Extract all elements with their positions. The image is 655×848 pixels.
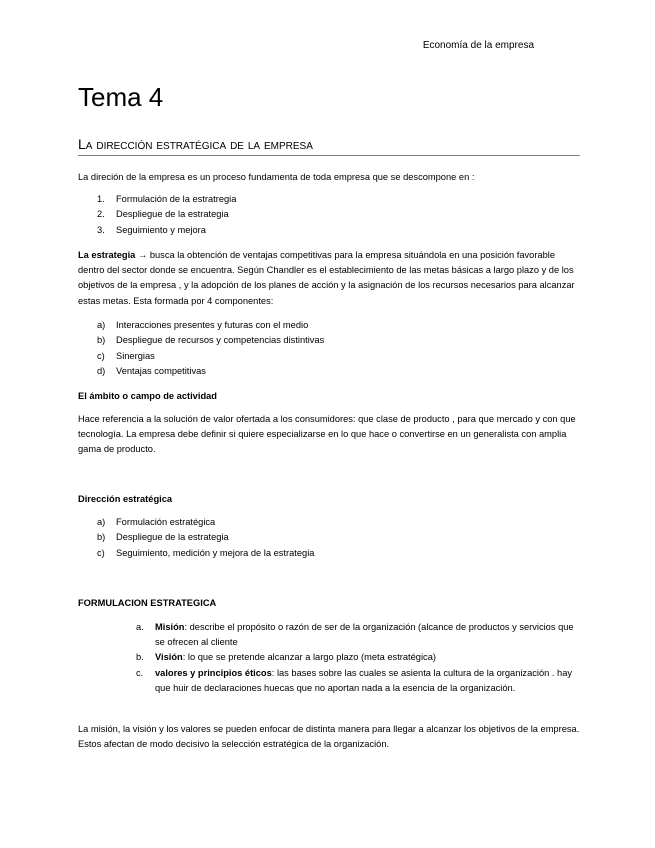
list-item-text: Formulación estratégica <box>116 517 216 527</box>
direccion-list <box>97 515 314 561</box>
page-title: Tema 4 <box>78 82 164 112</box>
list-marker: 3. <box>97 224 105 235</box>
list-marker: c) <box>97 350 105 361</box>
list-item-text: Ventajas competitivas <box>116 365 206 376</box>
list-item <box>97 207 236 222</box>
vision-term: Visión <box>155 652 183 663</box>
estrategia-paragraph <box>78 248 580 309</box>
section-title: La dirección estratégica de la empresa <box>78 136 580 156</box>
closing-paragraph: La misión, la visión y los valores se pueden enfocar de distinta manera para llegar a alcanzar los objetivos de la empresa. Estos afectan de modo decisivo la selección estratégica de la organización. <box>78 724 580 750</box>
list-item-text: : las bases sobre las cuales se asienta la cultura de la organización . hay que huir de declaraciones huecas que no aportan nada a la esencia de la organización. <box>155 667 573 693</box>
list-marker: c) <box>97 547 105 558</box>
list-marker: 1. <box>97 194 105 204</box>
list-item <box>136 650 580 665</box>
formulacion-heading: FORMULACION ESTRATEGICA <box>78 598 217 608</box>
list-item-text: : describe el propósito o razón de ser de la organización (alcance de productos y servicios que se ofrecen al cliente <box>155 622 574 648</box>
list-item <box>97 318 324 333</box>
list-marker: a) <box>97 517 106 527</box>
list-item-text: : lo que se pretende alcanzar a largo plazo (meta estratégica) <box>182 652 436 663</box>
list-marker: a) <box>97 320 106 330</box>
list-item-text: Seguimiento y mejora <box>116 224 206 235</box>
phases-list <box>97 192 236 238</box>
list-item <box>97 192 236 207</box>
list-item <box>97 364 324 379</box>
list-item <box>97 546 314 561</box>
components-list <box>97 318 324 379</box>
list-item-text: Formulación de la estratregia <box>116 194 237 204</box>
formulacion-list <box>136 620 580 696</box>
page-header: Economía de la empresa <box>422 40 534 51</box>
arrow-icon: → <box>137 250 148 260</box>
list-item-text: Interacciones presentes y futuras con el medio <box>116 320 309 330</box>
direccion-heading: Dirección estratégica <box>78 494 173 504</box>
list-marker: d) <box>97 365 106 376</box>
valores-term: valores y principios éticos <box>155 667 272 678</box>
list-item <box>97 515 314 530</box>
mision-term: Misión <box>155 622 185 632</box>
list-marker: a. <box>136 622 144 632</box>
list-item-text: Despliegue de recursos y competencias distintivas <box>116 335 325 346</box>
estrategia-text: busca la obtención de ventajas competitivas para la empresa situándola en una posición favorable dentro del sector donde se encuentra. Según Chandler es el establecimiento de las metas básicas a largo plazo y de los objetivos de la empresa , y la adopción de los planes de acción y la asignación de los recursos necesarios para alcanzar estas metas. Esta formada por 4 componentes: <box>78 250 575 306</box>
list-item <box>97 223 236 238</box>
ambito-heading: El ámbito o campo de actividad <box>78 391 217 401</box>
list-item-text: Despliegue de la estrategia <box>116 532 229 543</box>
intro-paragraph: La direción de la empresa es un proceso fundamenta de toda empresa que se descompone en : <box>78 172 475 182</box>
list-marker: b. <box>136 652 144 663</box>
list-item <box>97 530 314 545</box>
list-item-text: Sinergias <box>116 350 155 361</box>
list-item-text: Seguimiento, medición y mejora de la estrategia <box>116 547 315 558</box>
list-item-text: Despliegue de la estrategia <box>116 209 229 220</box>
list-marker: b) <box>97 532 106 543</box>
estrategia-term: La estrategia <box>78 250 136 260</box>
list-item <box>136 666 580 696</box>
list-item <box>97 349 324 364</box>
list-marker: b) <box>97 335 106 346</box>
ambito-paragraph: Hace referencia a la solución de valor ofertada a los consumidores: que clase de producto , para que mercado y con que tecnología. La empresa debe definir si quiere especializarse en lo que hace o convertirse en un generalista con amplia gama de producto. <box>78 414 576 455</box>
list-item <box>136 620 580 650</box>
list-marker: 2. <box>97 209 105 220</box>
list-item <box>97 333 324 348</box>
list-marker: c. <box>136 667 144 678</box>
